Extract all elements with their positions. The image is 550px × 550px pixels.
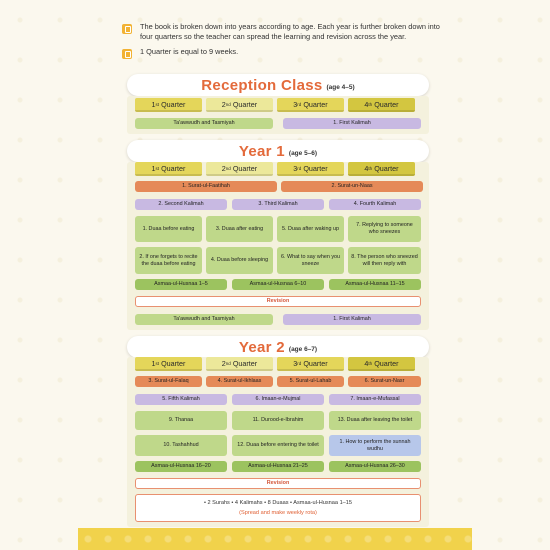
lesson-cell: 3. Surat-ul-Falaq (135, 376, 202, 387)
lesson-cell: Asmaa-ul-Husnaa 6–10 (232, 279, 324, 290)
quarter-row (135, 162, 415, 176)
lesson-cell: 6. Imaan-e-Mujmal (232, 394, 324, 405)
quarter-row (135, 357, 415, 371)
lesson-cell: Asmaa-ul-Husnaa 16–20 (135, 461, 227, 472)
lesson-cell: Ta'awwudh and Tasmiyah (135, 118, 273, 129)
section-title: Year 1 (238, 142, 285, 160)
lesson-cell: 8. The person who sneezed will then reply with (348, 247, 421, 274)
lesson-cell: 12. Duaa before entering the toilet (232, 435, 324, 456)
lesson-cell: 10. Tashahhud (135, 435, 227, 456)
lesson-cell: 5. Duaa after waking up (277, 216, 344, 242)
decorative-strip (78, 528, 472, 550)
revision-bar: Revision (135, 296, 421, 307)
age-label: (age 5–6) (288, 149, 318, 157)
reception-banner (127, 74, 429, 96)
lesson-cell: 2. Surat-un-Naas (281, 181, 423, 192)
lesson-cell: 7. Imaan-e-Mufassal (329, 394, 421, 405)
year1-section (127, 162, 429, 330)
section-title: Year 2 (238, 338, 285, 356)
lesson-cell: Asmaa-ul-Husnaa 26–30 (329, 461, 421, 472)
quarter-header-4: 4 th Quarter (348, 98, 415, 112)
clock-icon (122, 49, 132, 59)
quarter-header-1: 1 st Quarter (135, 98, 202, 112)
lesson-cell: 9. Thanaa (135, 411, 227, 430)
lesson-cell: Asmaa-ul-Husnaa 21–25 (232, 461, 324, 472)
section-title: Reception Class (201, 76, 323, 94)
quarter-header-2: 2 nd Quarter (206, 162, 273, 176)
lesson-cell: 5. Surat-ul-Lahab (277, 376, 344, 387)
lesson-cell: 4. Surat-ul-Ikhlaas (206, 376, 273, 387)
intro-text: The book is broken down into years according to age. Each year is further broken down into four quarters so the teacher can spread the learning and revision across the year. (140, 22, 440, 41)
quarter-header-4: 4 th Quarter (348, 162, 415, 176)
lesson-cell: 1. First Kalimah (283, 314, 421, 325)
quarter-header-2: 2 nd Quarter (206, 357, 273, 371)
quarter-header-2: 2 nd Quarter (206, 98, 273, 112)
quarter-header-3: 3 rd Quarter (277, 162, 344, 176)
lesson-cell: 11. Durood-e-Ibrahim (232, 411, 324, 430)
quarter-header-3: 3 rd Quarter (277, 357, 344, 371)
lesson-cell: 6. What to say when you sneeze (277, 247, 344, 274)
lesson-cell: 2. If one forgets to recite the duaa before eating (135, 247, 202, 274)
lesson-cell: 7. Replying to someone who sneezes (348, 216, 421, 242)
rota-note: (Spread and make weekly rota) (239, 509, 317, 516)
age-label: (age 4–5) (326, 83, 355, 91)
quarter-header-1: 1 st Quarter (135, 357, 202, 371)
reception-section (127, 96, 429, 134)
age-label: (age 6–7) (288, 345, 318, 353)
lesson-cell: Ta'awwudh and Tasmiyah (135, 314, 273, 325)
lesson-cell: 13. Duaa after leaving the toilet (329, 411, 421, 430)
quarter-header-3: 3 rd Quarter (277, 98, 344, 112)
lesson-cell: 1. First Kalimah (283, 118, 421, 129)
lesson-cell: 1. Duaa before eating (135, 216, 202, 242)
rota-items: • 2 Surahs • 4 Kalimahs • 8 Duaas • Asmaa-ul-Husnaa 1–15 (203, 499, 353, 506)
lesson-cell: 3. Third Kalimah (232, 199, 324, 210)
intro (122, 22, 440, 64)
intro-text: 1 Quarter is equal to 9 weeks. (140, 47, 239, 56)
quarter-header-1: 1 st Quarter (135, 162, 202, 176)
lesson-cell: 3. Duaa after eating (206, 216, 273, 242)
year1-banner (127, 140, 429, 162)
lesson-cell: Asmaa-ul-Husnaa 1–5 (135, 279, 227, 290)
lesson-cell: Asmaa-ul-Husnaa 11–15 (329, 279, 421, 290)
lesson-cell: 6. Surat-un-Nasr (348, 376, 421, 387)
lesson-cell: 1. How to perform the sunnah wudhu (329, 435, 421, 456)
revision-rota (135, 494, 421, 522)
lesson-cell: 4. Duaa before sleeping (206, 247, 273, 274)
lesson-cell: 5. Fifth Kalimah (135, 394, 227, 405)
intro-row (122, 22, 440, 42)
book-icon (122, 24, 132, 34)
year2-section (127, 357, 429, 527)
revision-bar: Revision (135, 478, 421, 489)
lesson-cell: 4. Fourth Kalimah (329, 199, 421, 210)
intro-row (122, 47, 440, 59)
lesson-cell: 1. Surat-ul-Faatihah (135, 181, 277, 192)
quarter-header-4: 4 th Quarter (348, 357, 415, 371)
year2-banner (127, 336, 429, 358)
quarter-row (135, 98, 415, 112)
lesson-cell: 2. Second Kalimah (135, 199, 227, 210)
